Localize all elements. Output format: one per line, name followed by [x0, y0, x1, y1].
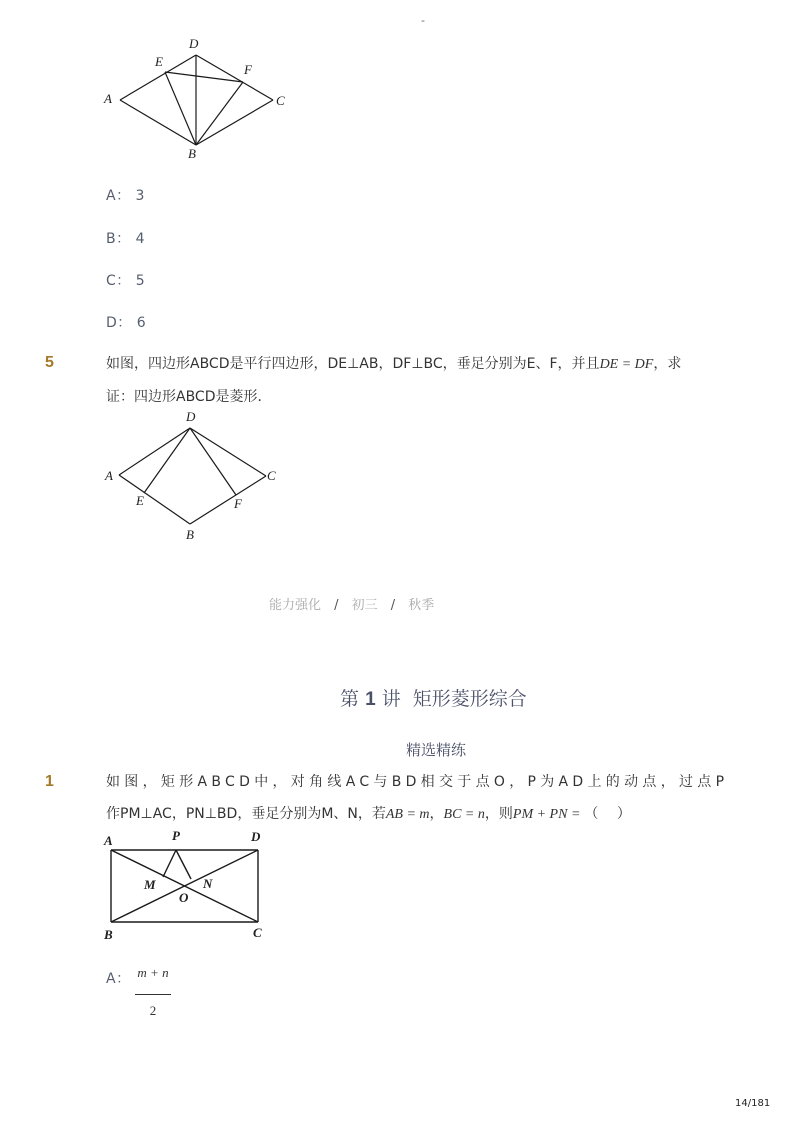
segment-pm [163, 850, 176, 877]
label-n: N [203, 876, 213, 891]
fraction-bar [135, 994, 171, 995]
label-c: C [276, 93, 285, 108]
breadcrumb-grade: 初三 [351, 598, 378, 613]
question-1-text [106, 766, 729, 831]
edge-ad [119, 428, 190, 475]
question-5-text [106, 348, 716, 413]
option-value: 6 [136, 315, 147, 331]
edge-cb [196, 100, 273, 145]
lecture-name: 矩形菱形综合 [412, 688, 527, 710]
edge-de [144, 428, 190, 493]
label-b: B [186, 527, 194, 542]
option-letter: C [106, 273, 117, 289]
breadcrumb-separator: / [390, 598, 396, 613]
option-letter: A [106, 188, 117, 204]
edge-eb [165, 72, 196, 145]
math-de-eq-df: DE = DF [599, 357, 654, 372]
question-5-line2: 证：四边形ABCD是菱形． [106, 389, 272, 405]
label-a: A [105, 468, 113, 483]
label-d: D [251, 829, 261, 844]
label-d: D [186, 409, 196, 424]
edge-ba [119, 475, 190, 524]
label-f: F [244, 62, 252, 77]
figure-q1-rectangle [100, 826, 275, 944]
math-pm-plus-pn: PM + PN = [512, 807, 581, 822]
label-c: C [267, 468, 276, 483]
label-f: F [234, 496, 242, 511]
question-5-line1: 如图，四边形ABCD是平行四边形，DE⊥AB，DF⊥BC，垂足分别为E、F，并且DE = DF，求 [106, 356, 682, 372]
option-c[interactable]: C： 5 [106, 273, 146, 289]
fraction-denominator: 2 [149, 1003, 157, 1018]
edge-df [190, 428, 236, 495]
option-letter: D [106, 315, 118, 331]
option-letter: A [106, 971, 117, 987]
question-number: 5 [45, 354, 54, 371]
breadcrumb-subject: 能力强化 [269, 598, 322, 613]
question-1-line2: 作PM⊥AC，PN⊥BD，垂足分别为M、N，若AB = m，BC = n，则PM + PN = （ ） [106, 806, 631, 822]
label-c: C [253, 925, 262, 940]
segment-pn [176, 850, 191, 879]
lecture-number: 1 [365, 689, 376, 710]
section-title: 精选精练 [406, 741, 467, 759]
fraction-m-plus-n-over-2 [135, 964, 171, 1019]
option-value: 3 [135, 188, 145, 204]
page-footer-breadcrumb [269, 594, 434, 613]
label-a: A [104, 833, 113, 848]
label-m: M [144, 877, 156, 892]
label-b: B [188, 146, 196, 161]
label-d: D [189, 36, 199, 51]
label-e: E [155, 54, 163, 69]
question-1-line1: 如图，矩形ABCD中，对角线AC与BD相交于点O，P为AD上的动点，过点P [106, 774, 729, 790]
option-value: 5 [135, 273, 146, 289]
page-number: 14/181 [735, 1098, 771, 1109]
label-a: A [104, 91, 112, 106]
math-bc-eq-n: BC = n [443, 807, 485, 822]
option-d[interactable]: D： 6 [106, 315, 147, 331]
edge-fb [196, 82, 243, 145]
edge-ba [120, 100, 196, 145]
option-a[interactable]: A： 3 [106, 188, 145, 204]
lecture-title: 第 1 讲 矩形菱形综合 [340, 688, 527, 710]
answer-blank: （ ） [584, 806, 631, 822]
edge-dc [190, 428, 266, 476]
figure-rhombus-ef [100, 30, 300, 165]
label-p: P [172, 828, 180, 843]
option-value: 4 [135, 231, 145, 247]
label-e: E [136, 493, 144, 508]
edge-ef [165, 72, 243, 82]
question-number: 1 [45, 773, 54, 790]
q1-option-a[interactable]: A： [106, 971, 131, 987]
figure-q5 [100, 408, 290, 548]
top-mark: - [421, 14, 425, 27]
label-b: B [104, 927, 113, 942]
breadcrumb-season: 秋季 [408, 598, 435, 613]
math-ab-eq-m: AB = m [385, 807, 430, 822]
label-o: O [179, 890, 189, 905]
option-b[interactable]: B： 4 [106, 231, 145, 247]
fraction-numerator: m + n [137, 965, 169, 980]
breadcrumb-separator: / [334, 598, 339, 613]
option-letter: B [106, 231, 117, 247]
